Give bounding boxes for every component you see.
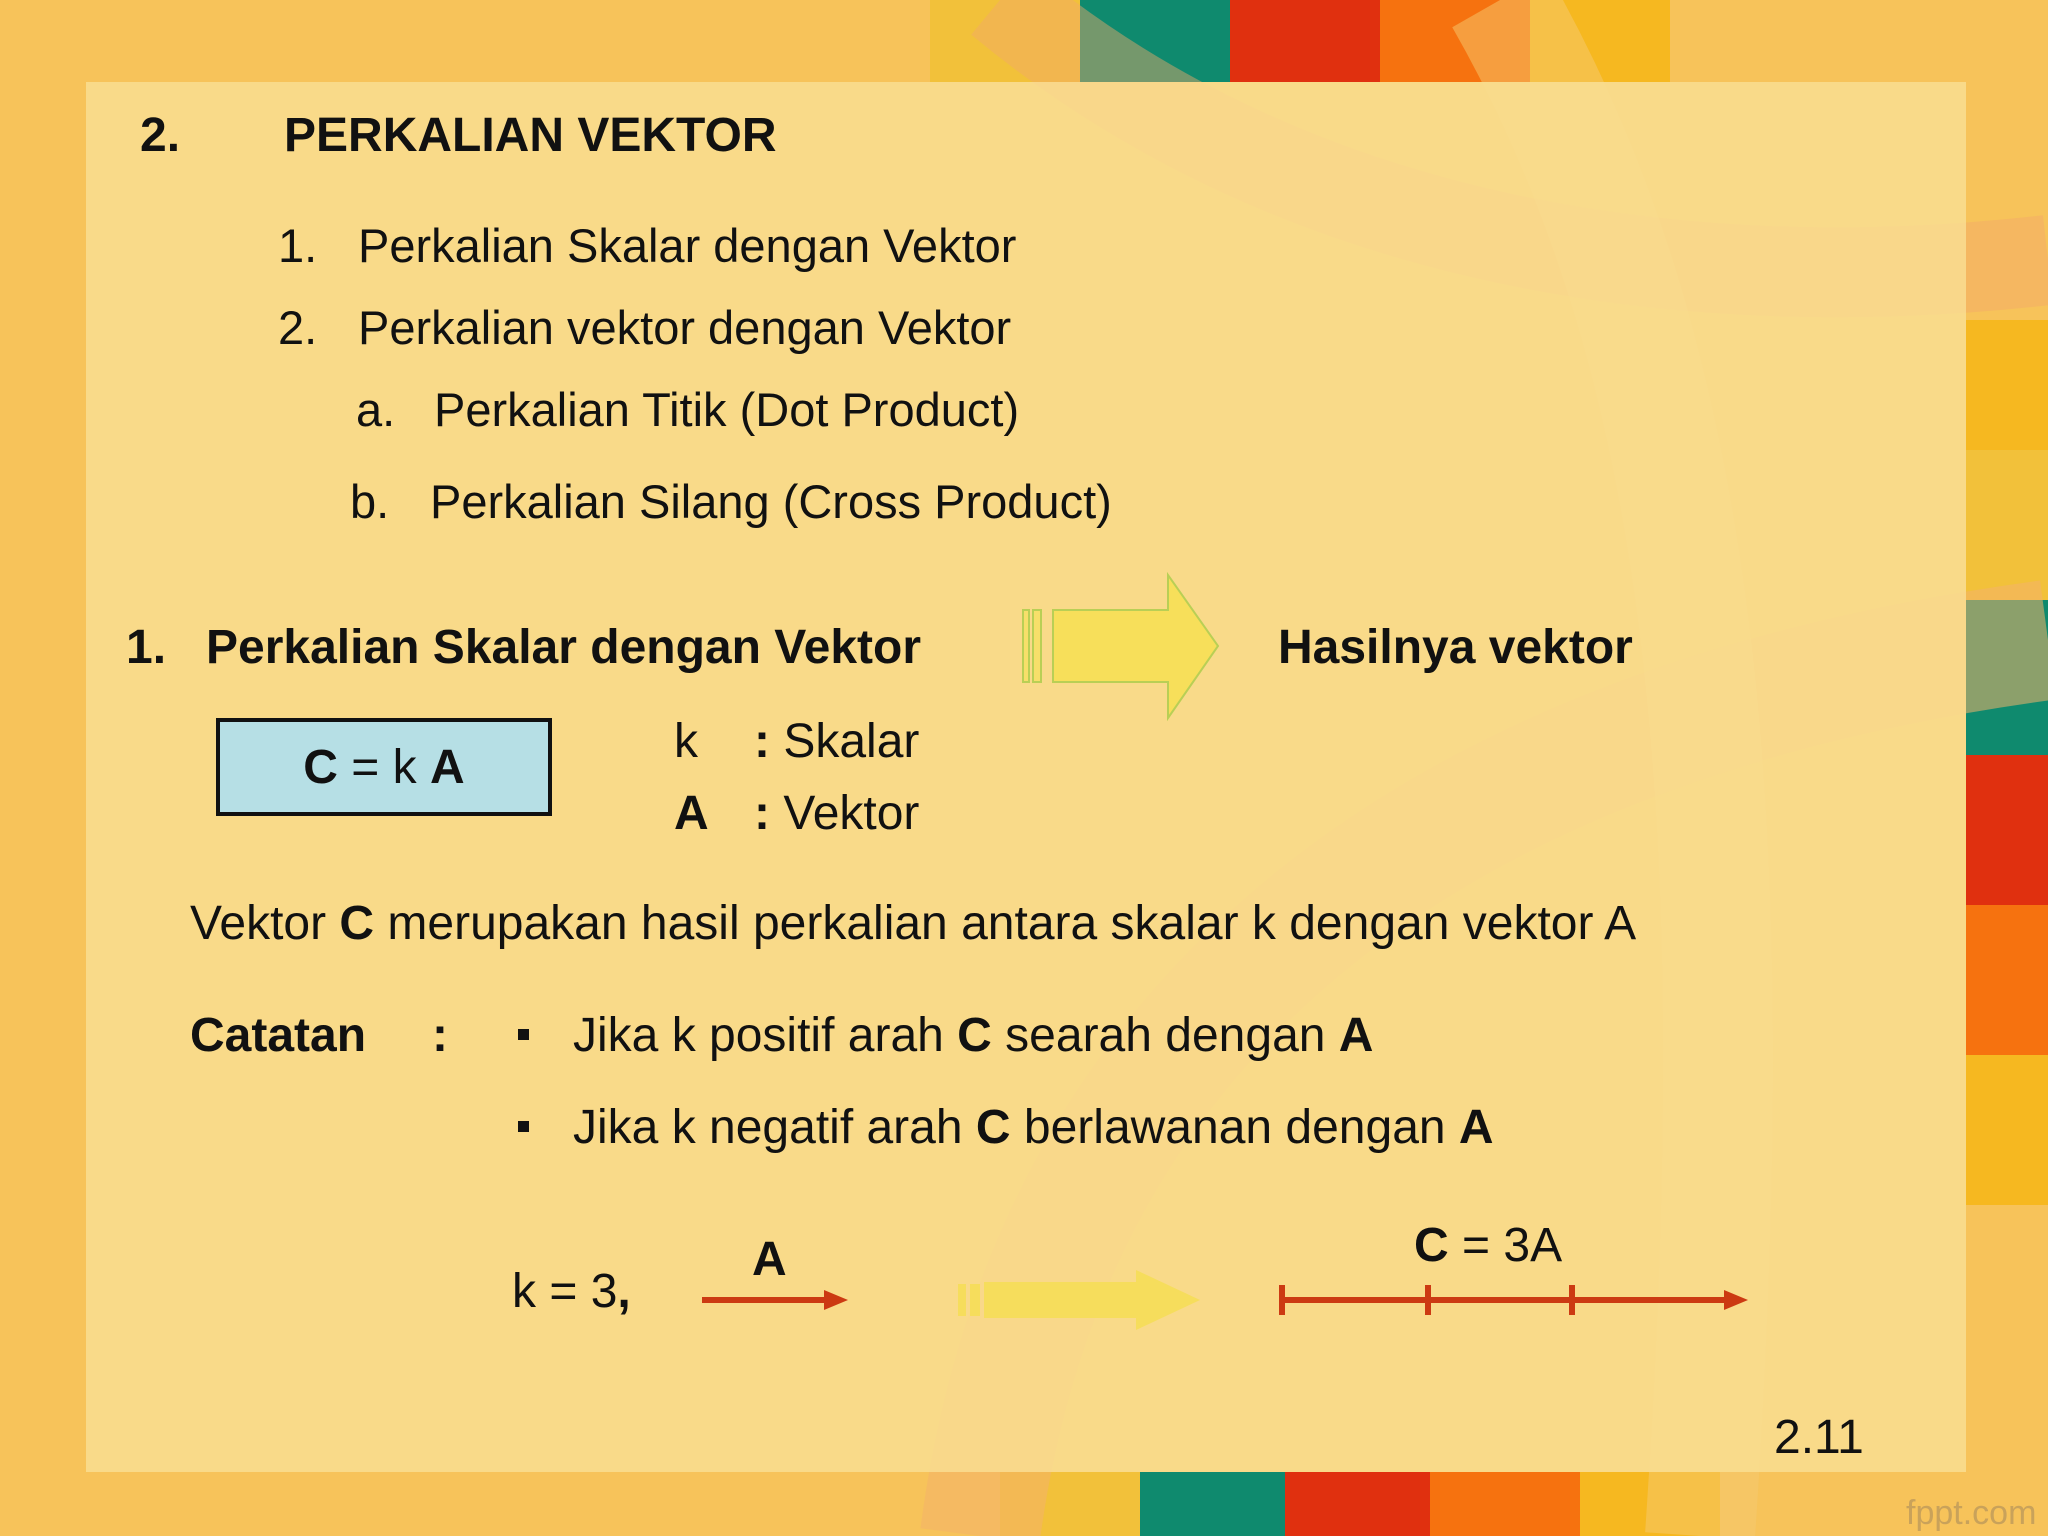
section-heading: 1. Perkalian Skalar dengan Vektor [126, 621, 922, 674]
slide-title [140, 108, 777, 163]
bullet-icon [518, 1029, 529, 1040]
outline-item-2b: b. Perkalian Silang (Cross Product) [350, 475, 1112, 528]
definition-a: A : Vektor [674, 787, 920, 840]
vector-c-label: C = 3A [1414, 1219, 1563, 1272]
title-text: PERKALIAN VEKTOR [284, 109, 777, 162]
watermark: fppt.com [1906, 1494, 2037, 1532]
notes-colon: : [432, 1009, 448, 1062]
vector-a-label: A [752, 1233, 787, 1286]
note-item-1: Jika k positif arah C searah dengan A [518, 1008, 1373, 1063]
outline-item-2: 2. Perkalian vektor dengan Vektor [278, 301, 1012, 354]
outline-item-2a: a. Perkalian Titik (Dot Product) [356, 383, 1020, 436]
bullet-icon [518, 1121, 529, 1132]
example-k-label: k = 3, [512, 1265, 631, 1318]
explanation-text: Vektor C merupakan hasil perkalian antara skalar k dengan vektor A [190, 897, 1637, 950]
section-result: Hasilnya vektor [1278, 621, 1633, 674]
title-number: 2. [140, 109, 181, 162]
outline-item-1: 1. Perkalian Skalar dengan Vektor [278, 219, 1017, 272]
definition-k: k : Skalar [674, 715, 920, 768]
notes-label: Catatan [190, 1009, 367, 1062]
note-item-2: Jika k negatif arah C berlawanan dengan A [518, 1100, 1494, 1155]
formula-box: C = k A [216, 718, 552, 816]
page-number: 2.11 [1774, 1411, 1864, 1464]
